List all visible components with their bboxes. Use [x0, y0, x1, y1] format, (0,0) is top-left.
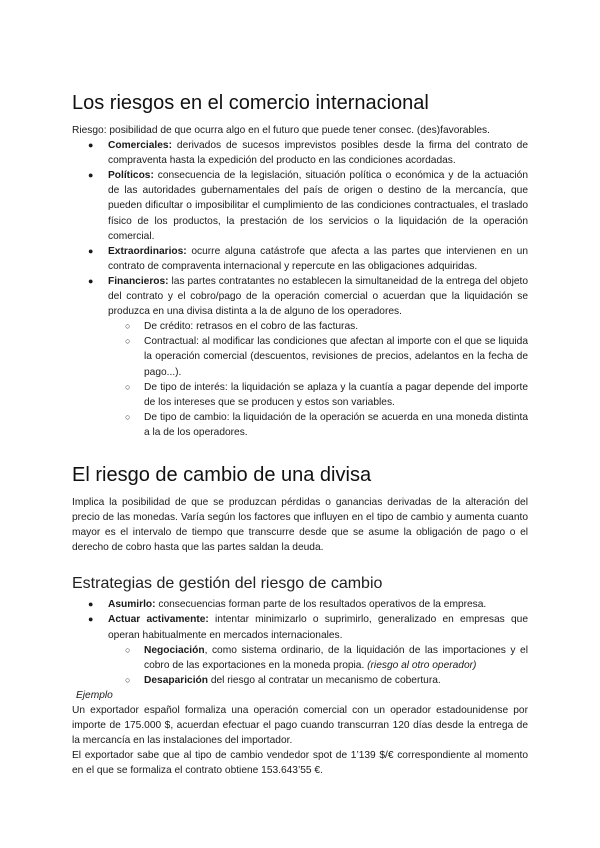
risk-types-list [72, 138, 528, 440]
term: Financieros: [108, 275, 169, 287]
hollow-bullet-icon: ○ [125, 336, 131, 347]
section-title-riesgo-cambio: El riesgo de cambio de una divisa [72, 463, 372, 486]
sublist-item [108, 410, 528, 440]
term: Políticos: [108, 170, 154, 182]
definition: intentar minimizarlo o suprimirlo, generalizado en empresas que operan habitualmente en mercados internacionales. [108, 614, 528, 641]
sublist-item [108, 334, 528, 379]
sublist-item [108, 319, 528, 334]
definition: las partes contratantes no establecen la simultaneidad de la entrega del objeto del contrato y el cobro/pago de la operación comercial o acuerdan que la liquidación se produzca en una divisa distinta a la de alguno de los operadores. [108, 275, 528, 318]
term: Desaparición [144, 674, 208, 686]
definition: consecuencias forman parte de los resultados operativos de la empresa. [155, 599, 487, 611]
example-label: Ejemplo [76, 689, 113, 701]
hollow-bullet-icon: ○ [125, 674, 131, 685]
hollow-bullet-icon: ○ [125, 321, 131, 332]
definition: consecuencia de la legislación, situación política o económica y de la actuación de las autoridades gubernamentales del país de origen o destino de la mercancía, que pueden dificultar o imposibilitar el cumplimiento de las condiciones contractuales, el traslado físico de los productos, la prestación de los servicios o la liquidación de la operación comercial. [108, 170, 528, 242]
list-item-actuar [72, 612, 528, 687]
financial-risk-sublist [108, 319, 528, 440]
section-title-riesgos: Los riesgos en el comercio internacional [72, 92, 429, 114]
term: Comerciales: [108, 140, 172, 152]
hollow-bullet-icon: ○ [125, 644, 131, 655]
sublist-item [108, 380, 528, 410]
exchange-risk-paragraph: Implica la posibilidad de que se produzcan pérdidas o ganancias derivadas de la alteración del precio de las monedas. Varía según los factores que influyen en el tipo de cambio y aumenta cuanto mayor es el intervalo de tiempo que transcurre desde que se asume la obligación de pago o el derecho de cobro hasta que las partes saldan la deuda. [72, 496, 528, 554]
bullet-icon: ● [88, 140, 94, 151]
sublist-item-negociacion [108, 643, 528, 673]
note: (riesgo al otro operador) [367, 659, 477, 671]
definition: , como sistema ordinario, de la liquidación de las importaciones y el cobro de las exportaciones en la moneda propia. [144, 644, 528, 671]
list-item-asumirlo [72, 597, 528, 612]
sublist-text: De tipo de cambio: la liquidación de la operación se acuerda en una moneda distinta a la de los operadores. [144, 411, 528, 438]
sublist-text: De crédito: retrasos en el cobro de las facturas. [144, 321, 359, 333]
sublist-text: Contractual: al modificar las condiciones que afectan al importe con el que se liquida la operación comercial (descuentos, revisiones de precios, adelantos en la fecha de pago...). [144, 336, 528, 378]
bullet-icon: ● [88, 614, 94, 625]
definition: derivados de sucesos imprevistos posibles desde la firma del contrato de compraventa hasta la expedición del producto en las condiciones acordadas. [108, 140, 528, 167]
bullet-icon: ● [88, 170, 94, 181]
hollow-bullet-icon: ○ [125, 381, 131, 392]
term: Extraordinarios: [108, 245, 187, 257]
bullet-icon: ● [88, 599, 94, 610]
strategies-list [72, 597, 528, 688]
strategies-sublist [108, 643, 528, 688]
intro-definition: Riesgo: posibilidad de que ocurra algo en el futuro que puede tener consec. (des)favorables. [72, 125, 490, 136]
sublist-item-desaparicion [108, 673, 528, 688]
example-paragraph-2: El exportador sabe que al tipo de cambio vendedor spot de 1’139 $/€ correspondiente al momento en el que se formaliza el contrato obtiene 153.643’55 €. [72, 750, 528, 777]
definition: ocurre alguna catástrofe que afecta a las partes que intervienen en un contrato de compraventa internacional y repercute en las obligaciones adquiridas. [108, 245, 528, 272]
list-item-comerciales [72, 138, 528, 168]
bullet-icon: ● [88, 275, 94, 286]
term: Asumirlo: [108, 599, 156, 611]
term: Actuar activamente: [108, 614, 209, 626]
list-item-politicos [72, 168, 528, 243]
example-paragraph-1: Un exportador español formaliza una operación comercial con un operador estadounidense por importe de 175.000 $, acuerdan efectuar el pago cuando transcurran 120 días desde la entrega de la mercancía en las instalaciones del importador. [72, 705, 528, 747]
definition: del riesgo al contratar un mecanismo de cobertura. [207, 674, 441, 686]
subsection-title-estrategias: Estrategias de gestión del riesgo de cambio [72, 575, 383, 593]
hollow-bullet-icon: ○ [125, 411, 131, 422]
document-page [72, 90, 528, 778]
bullet-icon: ● [88, 245, 94, 256]
term: Negociación [144, 644, 205, 656]
sublist-text: De tipo de interés: la liquidación se aplaza y la cuantía a pagar depende del importe de los intereses que se producen y estos son variables. [144, 381, 528, 408]
list-item-extraordinarios [72, 244, 528, 274]
list-item-financieros [72, 274, 528, 440]
